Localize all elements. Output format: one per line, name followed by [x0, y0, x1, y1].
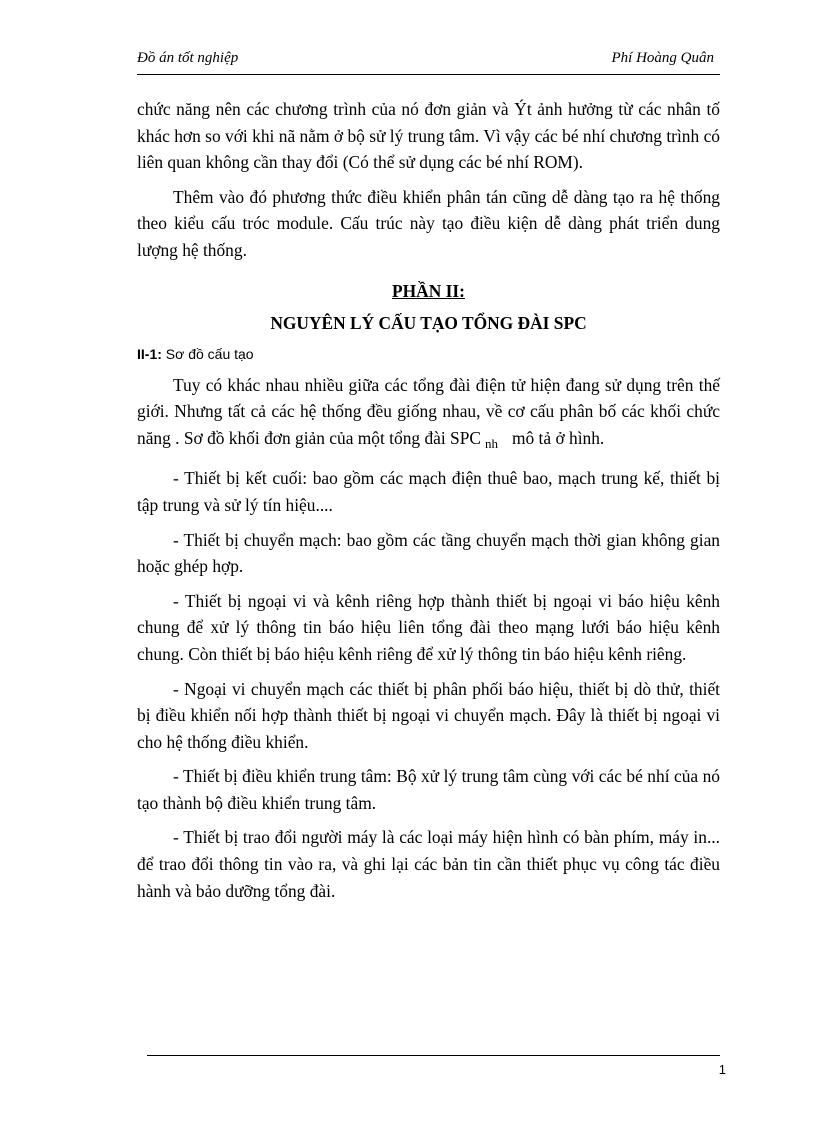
list-item: - Thiết bị trao đổi người máy là các loại máy hiện hình có bàn phím, máy in... để trao đổi thông tin vào ra, và ghi lại các bản tin cần thiết phục vụ công tác điều hành và bảo dưỡng tổng đài.: [137, 827, 720, 901]
paragraph-text: Tuy có khác nhau nhiều giữa các tổng đài điện tử hiện đang sử dụng trên thế giới. Nhưng tất cả các hệ thống đều giống nhau, về cơ cấu phân bố các khối chức năng . Sơ đồ khối đơn giản của một tổng đài SPC: [137, 374, 720, 448]
list-item: - Thiết bị chuyển mạch: bao gồm các tầng chuyển mạch thời gian không gian hoặc ghép hợp.: [137, 529, 720, 577]
header-author: Phí Hoàng Quân: [611, 50, 714, 66]
list-item: - Thiết bị kết cuối: bao gồm các mạch điện thuê bao, mạch trung kế, thiết bị tập trung và sử lý tín hiệu....: [137, 468, 720, 515]
page-body: [137, 96, 720, 912]
footer-divider: [147, 1055, 720, 1056]
chapter-title: NGUYÊN LÝ CẤU TẠO TỔNG ĐÀI SPC: [270, 312, 587, 333]
subscript-text: nh: [484, 435, 498, 451]
page-header: [137, 50, 720, 75]
list-item: - Thiết bị ngoại vi và kênh riêng hợp thành thiết bị ngoại vi báo hiệu kênh chung để xử lý thông tin báo hiệu liên tổng đài theo mạng lưới báo hiệu kênh chung. Còn thiết bị báo hiệu kênh riêng để xử lý thông tin báo hiệu kênh riêng.: [137, 590, 720, 664]
section-title: Sơ đồ cấu tạo: [165, 345, 254, 362]
paragraph: [137, 372, 720, 458]
paragraph-text: mô tả ở hình.: [511, 427, 605, 448]
page-number: 1: [718, 1062, 726, 1077]
part-title: PHẦN II:: [392, 280, 465, 301]
paragraph-continuation: chức năng nên các chương trình của nó đơn giản và Ýt ảnh hưởng từ các nhân tố khác hơn so với khi nã nằm ở bộ sử lý trung tâm. Vì vậy các bé nhí chương trình có liên quan không cần thay đổi (Có thể sử dụng các bé nhí ROM).: [137, 99, 720, 173]
header-document-type: Đồ án tốt nghiệp: [137, 50, 239, 66]
section-number: II-1:: [137, 345, 162, 362]
list-item: - Ngoại vi chuyển mạch các thiết bị phân phối báo hiệu, thiết bị dò thử, thiết bị điều khiển nối hợp thành thiết bị ngoại vi chuyển mạch. Đây là thiết bị ngoại vi cho hệ thống điều khiển.: [137, 678, 720, 752]
paragraph: Thêm vào đó phương thức điều khiển phân tán cũng dễ dàng tạo ra hệ thống theo kiểu cấu tróc module. Cấu trúc này tạo điều kiện dễ dàng phát triển dung lượng hệ thống.: [137, 186, 720, 260]
section-heading: [137, 342, 720, 366]
list-item: - Thiết bị điều khiển trung tâm: Bộ xử lý trung tâm cùng với các bé nhí của nó tạo thành bộ điều khiển trung tâm.: [137, 766, 720, 813]
